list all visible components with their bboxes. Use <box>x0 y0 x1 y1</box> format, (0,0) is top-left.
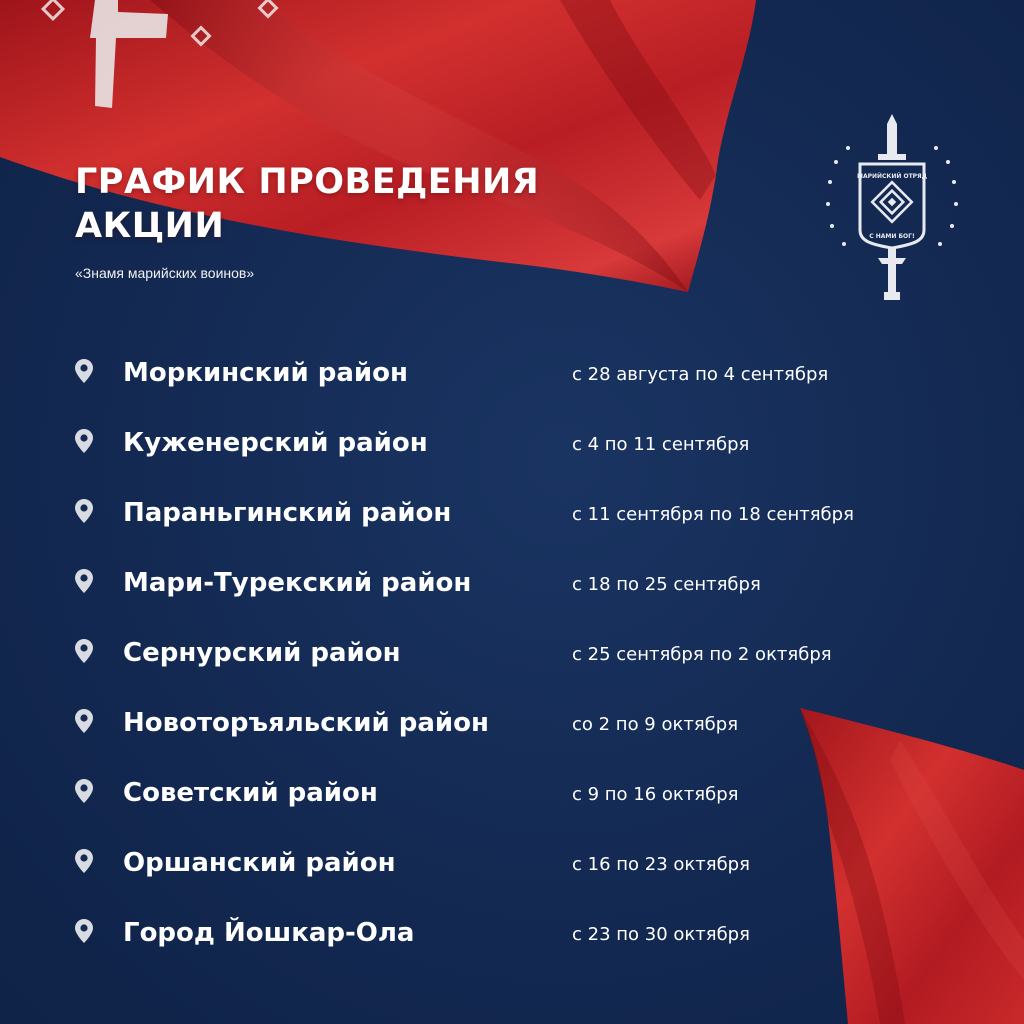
location-pin-icon <box>74 428 94 454</box>
district-name: Куженерский район <box>123 428 428 458</box>
schedule-row <box>0 484 1024 540</box>
location-pin-icon <box>74 848 94 874</box>
date-range: с 18 по 25 сентября <box>572 574 761 595</box>
schedule-row <box>0 904 1024 960</box>
schedule-row <box>0 414 1024 470</box>
emblem-top-text: МАРИЙСКИЙ ОТРЯД <box>856 173 928 180</box>
location-pin-icon <box>74 568 94 594</box>
date-range: с 23 по 30 октября <box>572 924 750 945</box>
district-name: Параньгинский район <box>123 498 452 528</box>
district-name: Город Йошкар-Ола <box>123 918 415 948</box>
district-name: Оршанский район <box>123 848 396 878</box>
emblem-bottom-text: С НАМИ БОГ! <box>869 233 915 240</box>
location-pin-icon <box>74 708 94 734</box>
date-range: с 4 по 11 сентября <box>572 434 750 455</box>
date-range: с 28 августа по 4 сентября <box>572 364 829 385</box>
page-title <box>75 160 539 248</box>
schedule-row <box>0 694 1024 750</box>
location-pin-icon <box>74 498 94 524</box>
date-range: со 2 по 9 октября <box>572 714 739 735</box>
date-range: с 25 сентября по 2 октября <box>572 644 832 665</box>
title-line-1: ГРАФИК ПРОВЕДЕНИЯ <box>75 162 540 202</box>
schedule-row <box>0 834 1024 890</box>
location-pin-icon <box>74 358 94 384</box>
district-name: Новоторъяльский район <box>123 708 489 738</box>
location-pin-icon <box>74 638 94 664</box>
district-name: Моркинский район <box>123 358 408 388</box>
date-range: с 16 по 23 октября <box>572 854 750 875</box>
schedule-row <box>0 554 1024 610</box>
district-name: Сернурский район <box>123 638 401 668</box>
schedule-row <box>0 344 1024 400</box>
schedule-row <box>0 624 1024 680</box>
district-name: Мари-Турекский район <box>123 568 472 598</box>
subtitle: «Знамя марийских воинов» <box>75 265 255 281</box>
shield-sword-emblem-icon <box>822 112 962 302</box>
location-pin-icon <box>74 778 94 804</box>
schedule-row <box>0 764 1024 820</box>
date-range: с 11 сентября по 18 сентября <box>572 504 854 525</box>
date-range: с 9 по 16 октября <box>572 784 739 805</box>
title-line-2: АКЦИИ <box>75 206 225 246</box>
location-pin-icon <box>74 918 94 944</box>
district-name: Советский район <box>123 778 378 808</box>
